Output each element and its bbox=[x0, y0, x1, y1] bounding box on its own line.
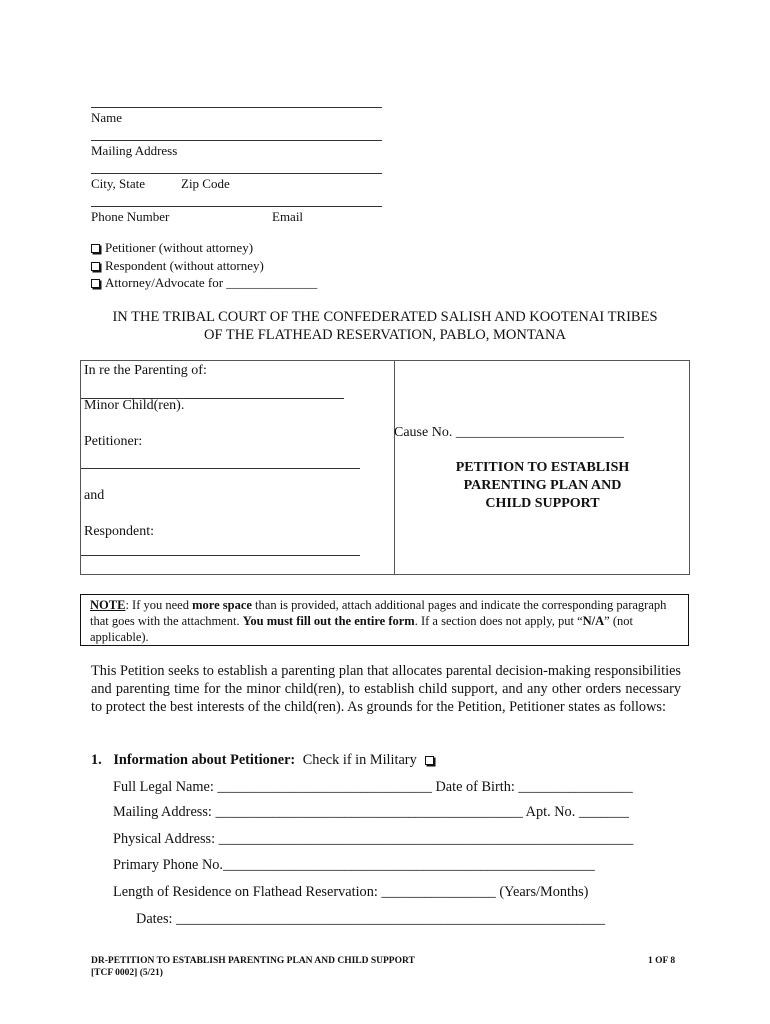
caption-divider bbox=[394, 361, 395, 574]
checkbox-icon[interactable] bbox=[91, 244, 100, 253]
section-1-heading bbox=[91, 752, 439, 769]
residence-length-field[interactable]: Length of Residence on Flathead Reservation: ________________ (Years/Months) bbox=[113, 884, 589, 900]
footer-page-number: 1 OF 8 bbox=[648, 956, 676, 966]
petitioner-label: Petitioner: bbox=[84, 434, 143, 449]
checkbox-respondent-row[interactable] bbox=[91, 258, 317, 275]
note-bold-1: more space bbox=[192, 598, 252, 612]
city-state-zip-line[interactable] bbox=[91, 173, 382, 174]
name-label: Name bbox=[91, 110, 123, 125]
physical-address-field[interactable]: Physical Address: __________________________________________________________ bbox=[113, 831, 634, 847]
petitioner-name-line[interactable] bbox=[81, 468, 360, 469]
note-label: NOTE bbox=[90, 598, 126, 612]
court-heading bbox=[0, 308, 770, 344]
petition-title bbox=[411, 459, 674, 513]
petition-title-line2: PARENTING PLAN AND bbox=[463, 478, 622, 493]
mailing-address-label: Mailing Address bbox=[91, 143, 178, 158]
cause-number-field[interactable]: Cause No. ________________________ bbox=[394, 425, 624, 440]
court-heading-line1: IN THE TRIBAL COURT OF THE CONFEDERATED SALISH AND KOOTENAI TRIBES bbox=[112, 309, 658, 325]
checkbox-petitioner-label: Petitioner (without attorney) bbox=[105, 240, 254, 255]
checkbox-icon[interactable] bbox=[91, 262, 100, 271]
city-state-label: City, State bbox=[91, 176, 146, 191]
note-bold-3: N/A bbox=[582, 614, 605, 628]
section-1-number: 1. bbox=[91, 752, 102, 768]
case-caption-box bbox=[80, 360, 690, 575]
footer-form-id bbox=[91, 955, 415, 979]
intro-paragraph: This Petition seeks to establish a parenting plan that allocates parental decision-making responsibilities and parenting time for the minor child(ren), to establish child support, and any other orders necessary to protect the best interests of the child(ren). As grounds for the Petition, Petitioner states as follows: bbox=[91, 663, 681, 715]
checkbox-attorney-row[interactable] bbox=[91, 275, 317, 292]
checkbox-respondent-label: Respondent (without attorney) bbox=[105, 257, 264, 273]
checkbox-attorney-label: Attorney/Advocate for ______________ bbox=[105, 275, 318, 290]
party-checkboxes bbox=[91, 240, 317, 293]
respondent-label: Respondent: bbox=[84, 524, 154, 539]
footer-form-code: [TCF 0002] (5/21) bbox=[91, 968, 163, 978]
minor-children-label: Minor Child(ren). bbox=[84, 398, 185, 413]
petition-title-line1: PETITION TO ESTABLISH bbox=[455, 460, 630, 475]
and-label: and bbox=[84, 488, 105, 503]
section-1-title: Information about Petitioner: bbox=[113, 752, 296, 768]
checkbox-icon[interactable] bbox=[91, 279, 100, 288]
military-label: Check if in Military bbox=[302, 752, 417, 768]
in-re-label: In re the Parenting of: bbox=[84, 363, 207, 378]
note-bold-2: You must fill out the entire form bbox=[242, 614, 415, 628]
court-heading-line2: OF THE FLATHEAD RESERVATION, PABLO, MONTANA bbox=[204, 327, 566, 343]
footer-form-title: DR-PETITION TO ESTABLISH PARENTING PLAN AND CHILD SUPPORT bbox=[91, 956, 415, 966]
dates-field[interactable]: Dates: ____________________________________________________________ bbox=[136, 911, 606, 927]
petition-title-line3: CHILD SUPPORT bbox=[485, 496, 600, 511]
note-text-1: : If you need bbox=[125, 598, 193, 612]
note-text-2: than is provided, attach additional pages and indicate the corresponding paragraph that goes with the attachment. bbox=[90, 598, 667, 628]
name-line[interactable] bbox=[91, 107, 382, 108]
mailing-address-line[interactable] bbox=[91, 140, 382, 141]
military-checkbox-icon[interactable] bbox=[425, 756, 434, 765]
phone-number-label: Phone Number bbox=[91, 209, 170, 224]
full-legal-name-field[interactable]: Full Legal Name: ______________________________ Date of Birth: ________________ bbox=[113, 779, 633, 795]
note-box bbox=[80, 594, 689, 646]
checkbox-petitioner-row[interactable] bbox=[91, 240, 317, 257]
zip-code-label: Zip Code bbox=[181, 176, 230, 191]
mailing-address-field[interactable]: Mailing Address: ___________________________________________ Apt. No. _______ bbox=[113, 804, 629, 820]
note-text-4: ” (not applicable). bbox=[90, 614, 633, 644]
respondent-name-line[interactable] bbox=[81, 555, 360, 556]
email-label: Email bbox=[272, 209, 304, 224]
phone-email-line[interactable] bbox=[91, 206, 382, 207]
note-text-3: . If a section does not apply, put “ bbox=[414, 614, 583, 628]
primary-phone-field[interactable]: Primary Phone No.____________________________________________________ bbox=[113, 857, 595, 873]
